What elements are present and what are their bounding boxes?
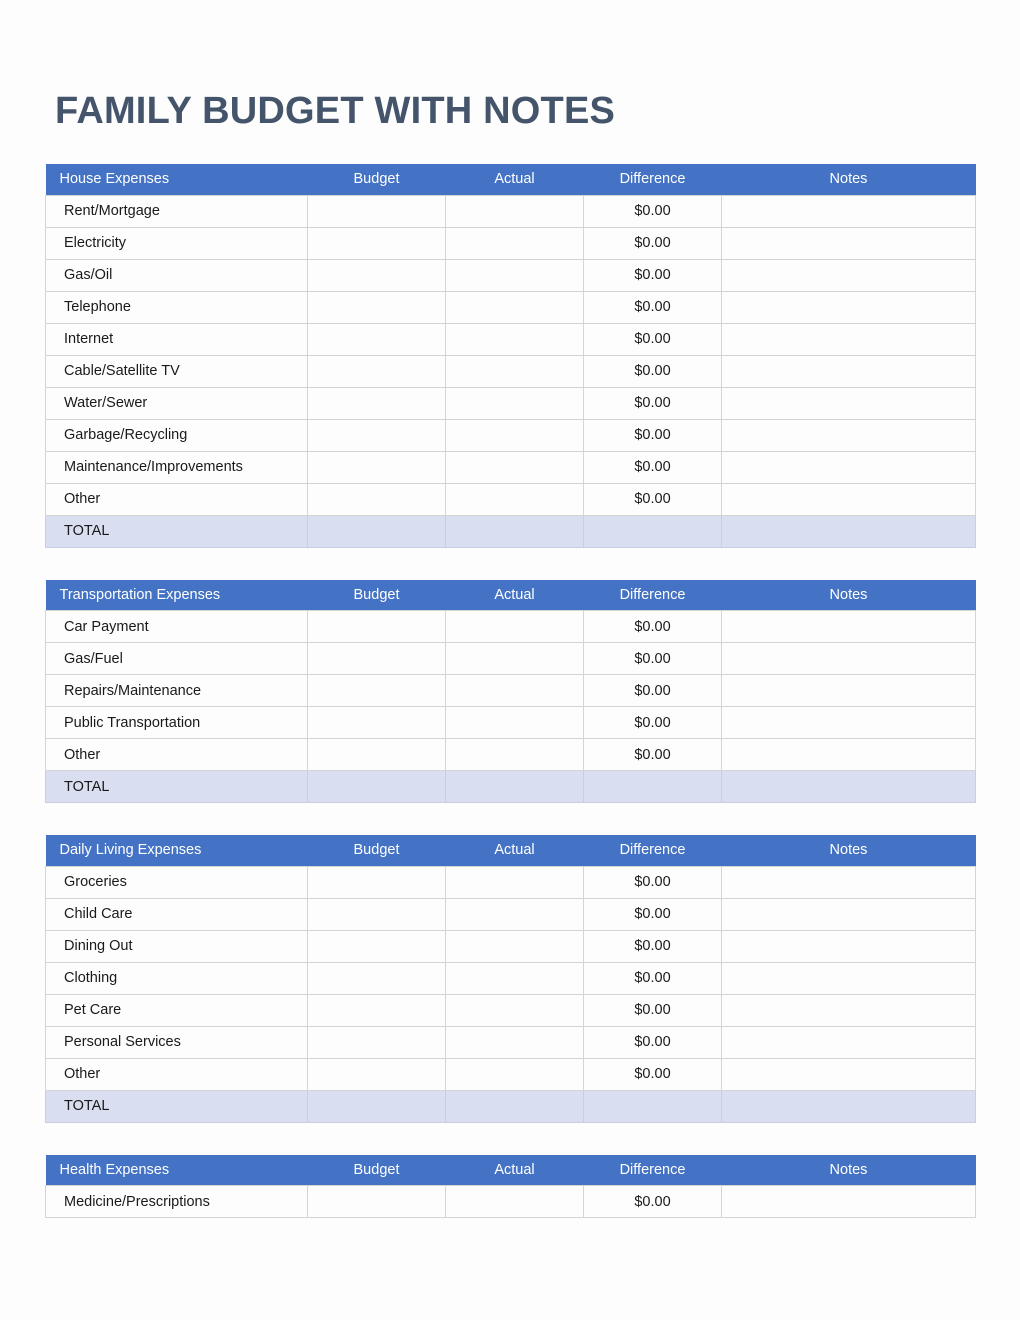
actual-cell[interactable] xyxy=(446,451,584,483)
expense-label: Garbage/Recycling xyxy=(46,419,308,451)
total-budget-cell xyxy=(308,771,446,803)
table-header-row xyxy=(46,164,976,195)
table-row xyxy=(46,355,976,387)
budget-table xyxy=(45,164,976,548)
actual-cell[interactable] xyxy=(446,994,584,1026)
difference-cell: $0.00 xyxy=(584,866,722,898)
table-row xyxy=(46,195,976,227)
actual-cell[interactable] xyxy=(446,866,584,898)
expense-label: Rent/Mortgage xyxy=(46,195,308,227)
section-title-header: Daily Living Expenses xyxy=(46,835,308,866)
actual-cell[interactable] xyxy=(446,930,584,962)
expense-label: Telephone xyxy=(46,291,308,323)
budget-cell[interactable] xyxy=(308,866,446,898)
notes-cell[interactable] xyxy=(722,994,976,1026)
budget-cell[interactable] xyxy=(308,451,446,483)
expense-label: Clothing xyxy=(46,962,308,994)
total-row xyxy=(46,515,976,547)
actual-cell[interactable] xyxy=(446,643,584,675)
table-row xyxy=(46,611,976,643)
budget-cell[interactable] xyxy=(308,611,446,643)
total-notes-cell xyxy=(722,1090,976,1122)
notes-cell[interactable] xyxy=(722,451,976,483)
expense-label: Other xyxy=(46,483,308,515)
expense-label: Electricity xyxy=(46,227,308,259)
budget-cell[interactable] xyxy=(308,643,446,675)
expense-label: Other xyxy=(46,1058,308,1090)
column-header-difference: Difference xyxy=(584,835,722,866)
total-label: TOTAL xyxy=(46,1090,308,1122)
expense-label: Repairs/Maintenance xyxy=(46,675,308,707)
actual-cell[interactable] xyxy=(446,323,584,355)
difference-cell: $0.00 xyxy=(584,994,722,1026)
notes-cell[interactable] xyxy=(722,387,976,419)
expense-label: Gas/Fuel xyxy=(46,643,308,675)
table-row xyxy=(46,962,976,994)
budget-cell[interactable] xyxy=(308,739,446,771)
expense-label: Water/Sewer xyxy=(46,387,308,419)
column-header-actual: Actual xyxy=(446,164,584,195)
difference-cell: $0.00 xyxy=(584,355,722,387)
notes-cell[interactable] xyxy=(722,1058,976,1090)
notes-cell[interactable] xyxy=(722,962,976,994)
column-header-difference: Difference xyxy=(584,580,722,611)
budget-cell[interactable] xyxy=(308,195,446,227)
column-header-notes: Notes xyxy=(722,1155,976,1186)
difference-cell: $0.00 xyxy=(584,739,722,771)
difference-cell: $0.00 xyxy=(584,675,722,707)
total-budget-cell xyxy=(308,515,446,547)
budget-cell[interactable] xyxy=(308,962,446,994)
difference-cell: $0.00 xyxy=(584,451,722,483)
notes-cell[interactable] xyxy=(722,930,976,962)
column-header-notes: Notes xyxy=(722,164,976,195)
actual-cell[interactable] xyxy=(446,419,584,451)
budget-cell[interactable] xyxy=(308,259,446,291)
table-row xyxy=(46,1026,976,1058)
column-header-difference: Difference xyxy=(584,164,722,195)
column-header-notes: Notes xyxy=(722,835,976,866)
table-row xyxy=(46,994,976,1026)
budget-cell[interactable] xyxy=(308,898,446,930)
column-header-notes: Notes xyxy=(722,580,976,611)
notes-cell[interactable] xyxy=(722,866,976,898)
budget-cell[interactable] xyxy=(308,930,446,962)
difference-cell: $0.00 xyxy=(584,1026,722,1058)
notes-cell[interactable] xyxy=(722,707,976,739)
difference-cell: $0.00 xyxy=(584,1058,722,1090)
table-row xyxy=(46,1186,976,1218)
table-row xyxy=(46,259,976,291)
table-header-row xyxy=(46,580,976,611)
table-row xyxy=(46,291,976,323)
actual-cell[interactable] xyxy=(446,739,584,771)
table-row xyxy=(46,387,976,419)
difference-cell: $0.00 xyxy=(584,483,722,515)
table-row xyxy=(46,930,976,962)
notes-cell[interactable] xyxy=(722,419,976,451)
actual-cell[interactable] xyxy=(446,227,584,259)
difference-cell: $0.00 xyxy=(584,291,722,323)
total-difference-cell xyxy=(584,515,722,547)
difference-cell: $0.00 xyxy=(584,962,722,994)
actual-cell[interactable] xyxy=(446,962,584,994)
expense-label: Cable/Satellite TV xyxy=(46,355,308,387)
column-header-actual: Actual xyxy=(446,835,584,866)
total-row xyxy=(46,771,976,803)
total-notes-cell xyxy=(722,771,976,803)
actual-cell[interactable] xyxy=(446,291,584,323)
notes-cell[interactable] xyxy=(722,483,976,515)
actual-cell[interactable] xyxy=(446,483,584,515)
actual-cell[interactable] xyxy=(446,1026,584,1058)
total-label: TOTAL xyxy=(46,771,308,803)
table-row xyxy=(46,451,976,483)
notes-cell[interactable] xyxy=(722,227,976,259)
budget-table xyxy=(45,1155,976,1219)
budget-cell[interactable] xyxy=(308,1026,446,1058)
difference-cell: $0.00 xyxy=(584,387,722,419)
difference-cell: $0.00 xyxy=(584,195,722,227)
budget-cell[interactable] xyxy=(308,994,446,1026)
total-row xyxy=(46,1090,976,1122)
budget-cell[interactable] xyxy=(308,1186,446,1218)
budget-sections-container xyxy=(45,164,975,1250)
column-header-actual: Actual xyxy=(446,580,584,611)
actual-cell[interactable] xyxy=(446,1186,584,1218)
column-header-budget: Budget xyxy=(308,1155,446,1186)
total-difference-cell xyxy=(584,771,722,803)
budget-cell[interactable] xyxy=(308,387,446,419)
notes-cell[interactable] xyxy=(722,739,976,771)
notes-cell[interactable] xyxy=(722,675,976,707)
budget-cell[interactable] xyxy=(308,707,446,739)
difference-cell: $0.00 xyxy=(584,323,722,355)
expense-label: Internet xyxy=(46,323,308,355)
expense-label: Dining Out xyxy=(46,930,308,962)
actual-cell[interactable] xyxy=(446,611,584,643)
table-row xyxy=(46,1058,976,1090)
difference-cell: $0.00 xyxy=(584,227,722,259)
page-title: FAMILY BUDGET WITH NOTES xyxy=(55,90,616,132)
notes-cell[interactable] xyxy=(722,898,976,930)
notes-cell[interactable] xyxy=(722,259,976,291)
table-row xyxy=(46,898,976,930)
column-header-budget: Budget xyxy=(308,164,446,195)
budget-cell[interactable] xyxy=(308,419,446,451)
section-title-header: House Expenses xyxy=(46,164,308,195)
budget-cell[interactable] xyxy=(308,483,446,515)
section-title-header: Transportation Expenses xyxy=(46,580,308,611)
table-row xyxy=(46,483,976,515)
budget-table xyxy=(45,835,976,1123)
difference-cell: $0.00 xyxy=(584,259,722,291)
budget-cell[interactable] xyxy=(308,291,446,323)
table-header-row xyxy=(46,835,976,866)
total-actual-cell xyxy=(446,515,584,547)
actual-cell[interactable] xyxy=(446,675,584,707)
difference-cell: $0.00 xyxy=(584,643,722,675)
budget-cell[interactable] xyxy=(308,1058,446,1090)
expense-label: Other xyxy=(46,739,308,771)
notes-cell[interactable] xyxy=(722,643,976,675)
notes-cell[interactable] xyxy=(722,355,976,387)
actual-cell[interactable] xyxy=(446,259,584,291)
total-difference-cell xyxy=(584,1090,722,1122)
table-row xyxy=(46,227,976,259)
actual-cell[interactable] xyxy=(446,1058,584,1090)
difference-cell: $0.00 xyxy=(584,611,722,643)
expense-label: Gas/Oil xyxy=(46,259,308,291)
table-row xyxy=(46,866,976,898)
actual-cell[interactable] xyxy=(446,387,584,419)
table-row xyxy=(46,707,976,739)
expense-label: Groceries xyxy=(46,866,308,898)
budget-cell[interactable] xyxy=(308,323,446,355)
notes-cell[interactable] xyxy=(722,323,976,355)
section-title-header: Health Expenses xyxy=(46,1155,308,1186)
difference-cell: $0.00 xyxy=(584,1186,722,1218)
difference-cell: $0.00 xyxy=(584,419,722,451)
column-header-difference: Difference xyxy=(584,1155,722,1186)
actual-cell[interactable] xyxy=(446,195,584,227)
column-header-actual: Actual xyxy=(446,1155,584,1186)
expense-label: Personal Services xyxy=(46,1026,308,1058)
notes-cell[interactable] xyxy=(722,1186,976,1218)
column-header-budget: Budget xyxy=(308,835,446,866)
budget-cell[interactable] xyxy=(308,227,446,259)
expense-label: Maintenance/Improvements xyxy=(46,451,308,483)
table-header-row xyxy=(46,1155,976,1186)
expense-label: Pet Care xyxy=(46,994,308,1026)
table-row xyxy=(46,419,976,451)
total-actual-cell xyxy=(446,1090,584,1122)
notes-cell[interactable] xyxy=(722,195,976,227)
expense-label: Public Transportation xyxy=(46,707,308,739)
expense-label: Child Care xyxy=(46,898,308,930)
notes-cell[interactable] xyxy=(722,611,976,643)
notes-cell[interactable] xyxy=(722,291,976,323)
table-row xyxy=(46,675,976,707)
notes-cell[interactable] xyxy=(722,1026,976,1058)
budget-cell[interactable] xyxy=(308,675,446,707)
total-notes-cell xyxy=(722,515,976,547)
total-actual-cell xyxy=(446,771,584,803)
column-header-budget: Budget xyxy=(308,580,446,611)
actual-cell[interactable] xyxy=(446,707,584,739)
budget-cell[interactable] xyxy=(308,355,446,387)
table-row xyxy=(46,643,976,675)
actual-cell[interactable] xyxy=(446,355,584,387)
table-row xyxy=(46,739,976,771)
difference-cell: $0.00 xyxy=(584,930,722,962)
expense-label: Medicine/Prescriptions xyxy=(46,1186,308,1218)
table-row xyxy=(46,323,976,355)
total-budget-cell xyxy=(308,1090,446,1122)
actual-cell[interactable] xyxy=(446,898,584,930)
difference-cell: $0.00 xyxy=(584,898,722,930)
difference-cell: $0.00 xyxy=(584,707,722,739)
expense-label: Car Payment xyxy=(46,611,308,643)
total-label: TOTAL xyxy=(46,515,308,547)
budget-table xyxy=(45,580,976,804)
